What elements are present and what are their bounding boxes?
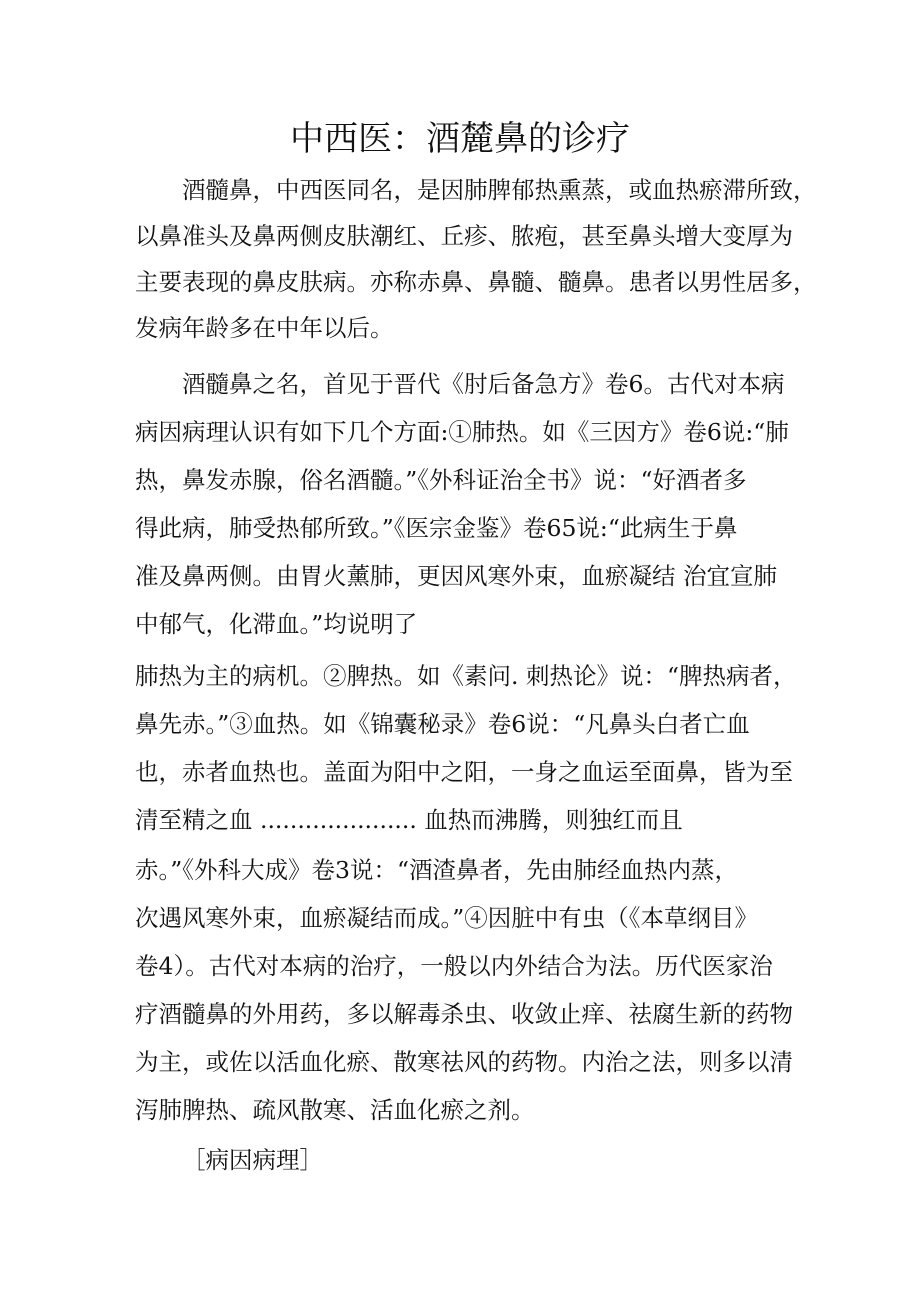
document-title: 中西医：酒麓鼻的诊疗 (290, 119, 630, 159)
text-line: 发病年龄多在中年以后。 (135, 314, 394, 342)
text-line: 热，鼻发赤腺，俗名酒髓。”《外科证治全书》说：“好酒者多 (135, 466, 747, 494)
text-line: 准及鼻两侧。由胃火薰肺，更因风寒外束，血瘀凝结 治宜宣肺 (135, 562, 777, 590)
text-line: 酒髓鼻，中西医同名，是因肺脾郁热熏蒸，或血热瘀滞所致， (182, 176, 817, 204)
text-line: 主要表现的鼻皮肤病。亦称赤鼻、鼻髓、髓鼻。患者以男性居多， (135, 268, 817, 296)
text-line: 泻肺脾热、疏风散寒、活血化瘀之剂。 (135, 1096, 535, 1124)
text-line: 以鼻准头及鼻两侧皮肤潮红、丘疹、脓疱，甚至鼻头增大变厚为 (135, 222, 793, 250)
text-line: 为主，或佐以活血化瘀、散寒祛风的药物。内治之法，则多以清 (135, 1048, 793, 1076)
text-line: 卷4）。古代对本病的治疗，一般以内外结合为法。历代医家治 (135, 952, 773, 980)
text-line: 酒髓鼻之名，首见于晋代《肘后备急方》卷6。古代对本病 (182, 370, 785, 398)
text-line: 鼻先赤。”③血热。如《锦囊秘录》卷6说：“凡鼻头白者亡血 (135, 710, 750, 738)
text-line: 中郁气，化滞血。”均说明了 (135, 610, 418, 638)
text-line: 清至精之血 ..................... 血热而沸腾，则独红而且 (135, 806, 683, 834)
text-line: 肺热为主的病机。②脾热。如《素问. 刺热论》说：“脾热病者， (135, 662, 797, 690)
text-line: 病因病理认识有如下几个方面:①肺热。如《三因方》卷6说:“肺 (135, 418, 789, 446)
text-line: 疗酒髓鼻的外用药，多以解毒杀虫、收敛止痒、祛腐生新的药物 (135, 1000, 793, 1028)
text-line: 也，赤者血热也。盖面为阳中之阳，一身之血运至面鼻，皆为至 (135, 758, 793, 786)
text-line: 赤。”《外科大成》卷3说：“酒渣鼻者，先由肺经血热内蒸， (135, 856, 738, 884)
section-heading: ［病因病理］ (182, 1146, 323, 1174)
text-line: 得此病，肺受热郁所致。”《医宗金鉴》卷65说:“此病生于鼻 (135, 514, 738, 542)
text-line: 次遇风寒外束，血瘀凝结而成。”④因脏中有虫（《本草纲目》 (135, 904, 759, 932)
